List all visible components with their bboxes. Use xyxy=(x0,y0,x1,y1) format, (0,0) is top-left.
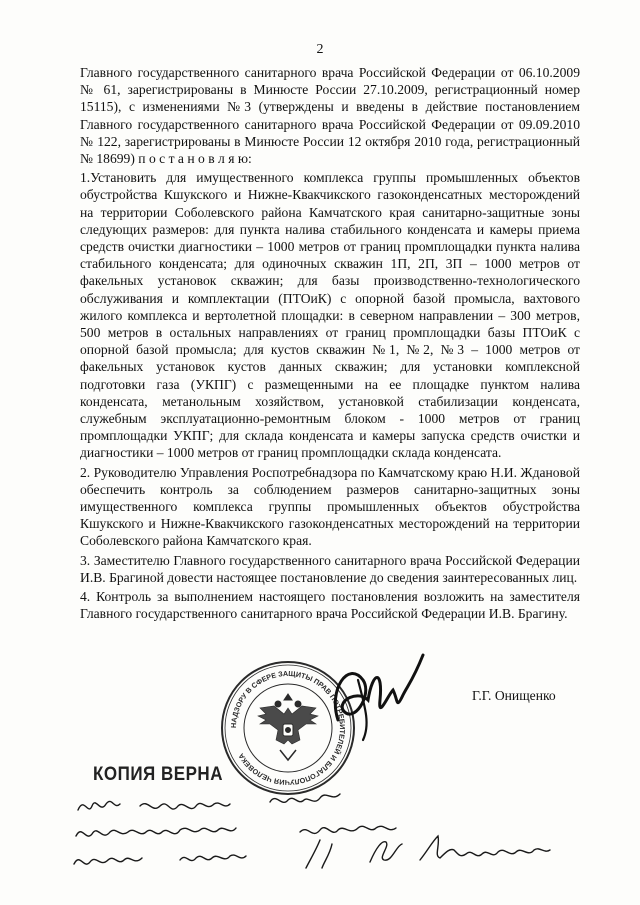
paragraph-3: 3. Заместителю Главного государственного санитарного врача Российской Федерации И.В. Брагиной довести настоящее постановление до сведения заинтересованных лиц. xyxy=(80,552,580,585)
eagle-emblem-icon xyxy=(258,694,318,760)
document-body xyxy=(80,64,580,623)
svg-text:НАДЗОРУ В СФЕРЕ ЗАЩИТЫ ПРАВ ПО: НАДЗОРУ В СФЕРЕ ЗАЩИТЫ ПРАВ ПОТРЕБИТЕЛЕЙ И БЛАГОПОЛУЧИЯ ЧЕЛОВЕКА xyxy=(228,668,348,788)
signature xyxy=(318,650,428,745)
copy-certified-stamp: КОПИЯ ВЕРНА xyxy=(93,762,223,785)
paragraph-2: 2. Руководителю Управления Роспотребнадзора по Камчатскому краю Н.И. Ждановой обеспечить контроль за соблюдением размеров санитарно-защитных зоны имущественного комплекса группы промышленных объектов обустройства Кшукского и Нижне-Квакчикского газоконденсатных месторождений на территории Соболевского района Камчатского края. xyxy=(80,464,580,549)
page-number: 2 xyxy=(316,42,324,57)
handwritten-certification xyxy=(70,780,630,880)
paragraph-1: 1.Установить для имущественного комплекса группы промышленных объектов обустройства Кшукского и Нижне-Квакчикского газоконденсатных месторождений на территории Соболевского района Камчатского края санитарно-защитные зоны следующих размеров: для пункта налива стабильного конденсата и камеры приема средств очистки диагностики – 1000 метров от границ промплощадки пункта налива стабильного конденсата; для одиночных скважин 1П, 2П, 3П – 1000 метров от факельных установок скважин; для базы производственно-технологического обслуживания и комплектации (ПТОиК) с опорной базой промысла, вахтового жилого комплекса и вертолетной площадки: в северном направлении – 300 метров, 500 метров в остальных направлениях от границ промплощадки базы ПТОиК с опорной базой промысла; для кустов скважин №1, №2, №3 – 1000 метров от факельных установок кустов данных скважин; для установки комплексной подготовки газа (УКПГ) с размещенными на ее площадке пунктом налива конденсата, метанольным хозяйством, установкой стабилизации конденсата, служебным эксплуатационно-ремонтным блоком - 1000 метров от границ промплощадки УКПГ; для склада конденсата и камеры запуска средств очистки и диагностики – 1000 метров от границ промплощадки склада конденсата. xyxy=(80,170,580,461)
signatory-name: Г.Г. Онищенко xyxy=(472,688,556,703)
paragraph-4: 4. Контроль за выполнением настоящего постановления возложить на заместителя Главного государственного санитарного врача Российской Федерации И.В. Брагину. xyxy=(80,589,580,622)
paragraph-preamble: Главного государственного санитарного врача Российской Федерации от 06.10.2009 № 61, зарегистрированы в Минюсте России 27.10.2009, регистрационный номер 15115), с изменениями №3 (утверждены и введены в действие постановлением Главного государственного санитарного врача Российской Федерации от 09.09.2010 № 122, зарегистрированы в Минюсте России 12 октября 2010 года, регистрационный № 18699) п о с т а н о в л я ю: xyxy=(80,65,580,167)
